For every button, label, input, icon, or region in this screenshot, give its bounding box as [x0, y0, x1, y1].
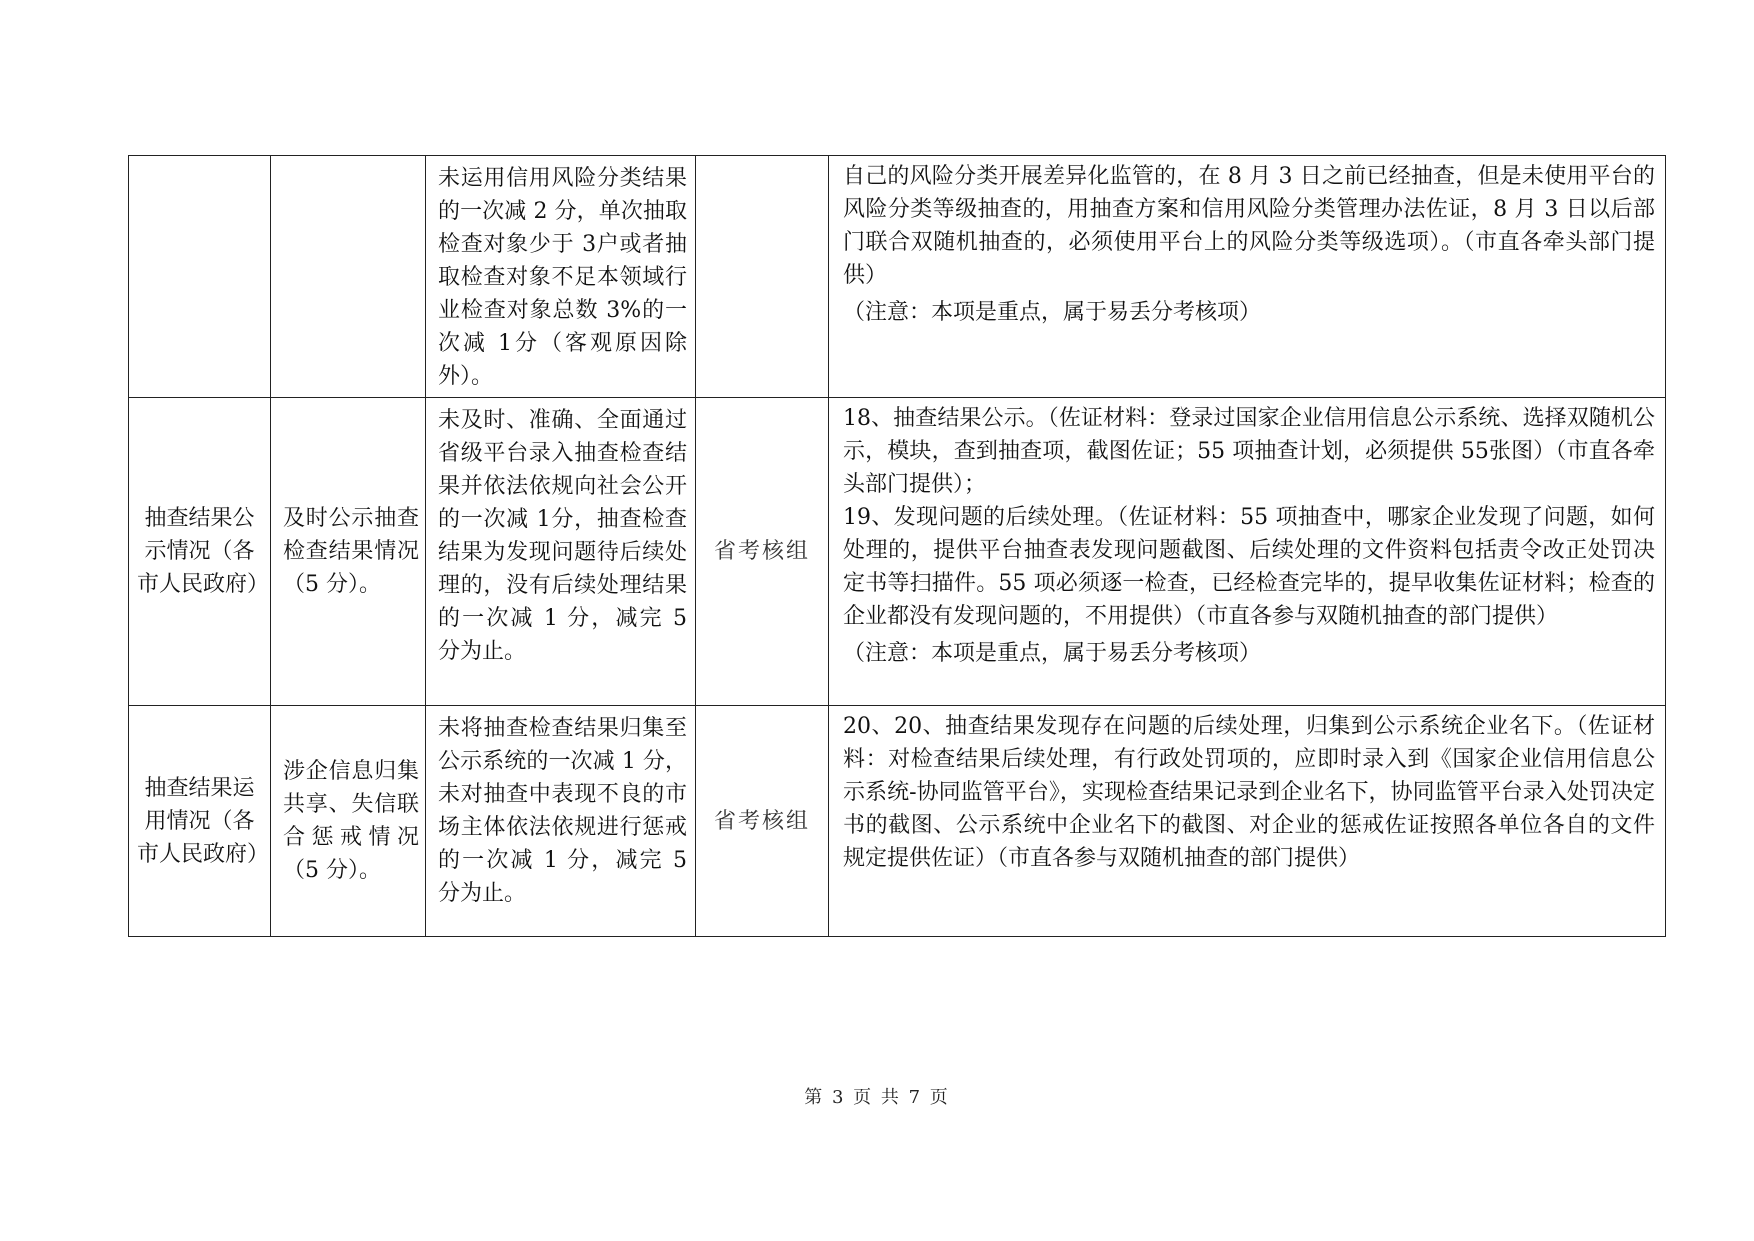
org-cell: 省考核组 — [696, 398, 829, 706]
org-cell — [696, 156, 829, 398]
note-text: 自己的风险分类开展差异化监管的，在 8 月 3 日之前已经抽查，但是未使用平台的风险分类等级抽查的，用抽查方案和信用风险分类管理办法佐证，8 月 3 日以后部门联合双随机抽查的，必须使用平台上的风险分类等级选项）。（市直各牵头部门提供） — [843, 164, 1655, 288]
project-cell: 抽查结果公示情况（各市人民政府） — [129, 398, 271, 706]
note-text: 20、20、抽查结果发现存在问题的后续处理，归集到公示系统企业名下。（佐证材料：对检查结果后续处理，有行政处罚项的，应即时录入到《国家企业信用信息公示系统-协同监管平台》，实现检查结果记录到企业名下，协同监管平台录入处罚决定书的截图、公示系统中企业名下的截图、对企业的惩戒佐证按照各单位各自的文件规定提供佐证）（市直各参与双随机抽查的部门提供） — [843, 714, 1655, 871]
note-text: 18、抽查结果公示。（佐证材料：登录过国家企业信用信息公示系统、选择双随机公示，模块，查到抽查项，截图佐证；55 项抽查计划，必须提供 55张图）（市直各牵头部门提供）； — [843, 406, 1655, 497]
note-warning: （注意：本项是重点，属于易丢分考核项） — [843, 300, 1262, 325]
note-cell — [829, 398, 1666, 706]
table-row — [129, 398, 1666, 706]
item-cell — [271, 156, 426, 398]
table-row — [129, 706, 1666, 937]
table-row — [129, 156, 1666, 398]
standard-cell: 未运用信用风险分类结果的一次减 2 分，单次抽取检查对象少于 3户或者抽取检查对象不足本领域行业检查对象总数 3%的一次减 1分（客观原因除外）。 — [426, 156, 696, 398]
note-warning: （注意：本项是重点，属于易丢分考核项） — [843, 641, 1262, 666]
page-number: 第 3 页 共 7 页 — [804, 1087, 950, 1108]
item-cell: 及时公示抽查检查结果情况（5 分）。 — [271, 398, 426, 706]
project-cell: 抽查结果运用情况（各市人民政府） — [129, 706, 271, 937]
item-cell: 涉企信息归集共享、失信联合惩戒情况（5 分）。 — [271, 706, 426, 937]
project-cell — [129, 156, 271, 398]
standard-cell: 未及时、准确、全面通过省级平台录入抽查检查结果并依法依规向社会公开的一次减 1分，抽查检查结果为发现问题待后续处理的，没有后续处理结果的一次减 1 分，减完 5 分为止。 — [426, 398, 696, 706]
org-cell: 省考核组 — [696, 706, 829, 937]
note-text-2: 19、发现问题的后续处理。（佐证材料：55 项抽查中，哪家企业发现了问题，如何处理的，提供平台抽查表发现问题截图、后续处理的文件资料包括责令改正处罚决定书等扫描件。55 项必须逐一检查，已经检查完毕的，提早收集佐证材料；检查的企业都没有发现问题的，不用提供）（市直各参与双随机抽查的部门提供） — [843, 505, 1655, 629]
standard-cell: 未将抽查检查结果归集至公示系统的一次减 1 分，未对抽查中表现不良的市场主体依法依规进行惩戒的一次减 1 分，减完 5 分为止。 — [426, 706, 696, 937]
note-cell — [829, 706, 1666, 937]
note-cell — [829, 156, 1666, 398]
assessment-table — [128, 155, 1666, 937]
